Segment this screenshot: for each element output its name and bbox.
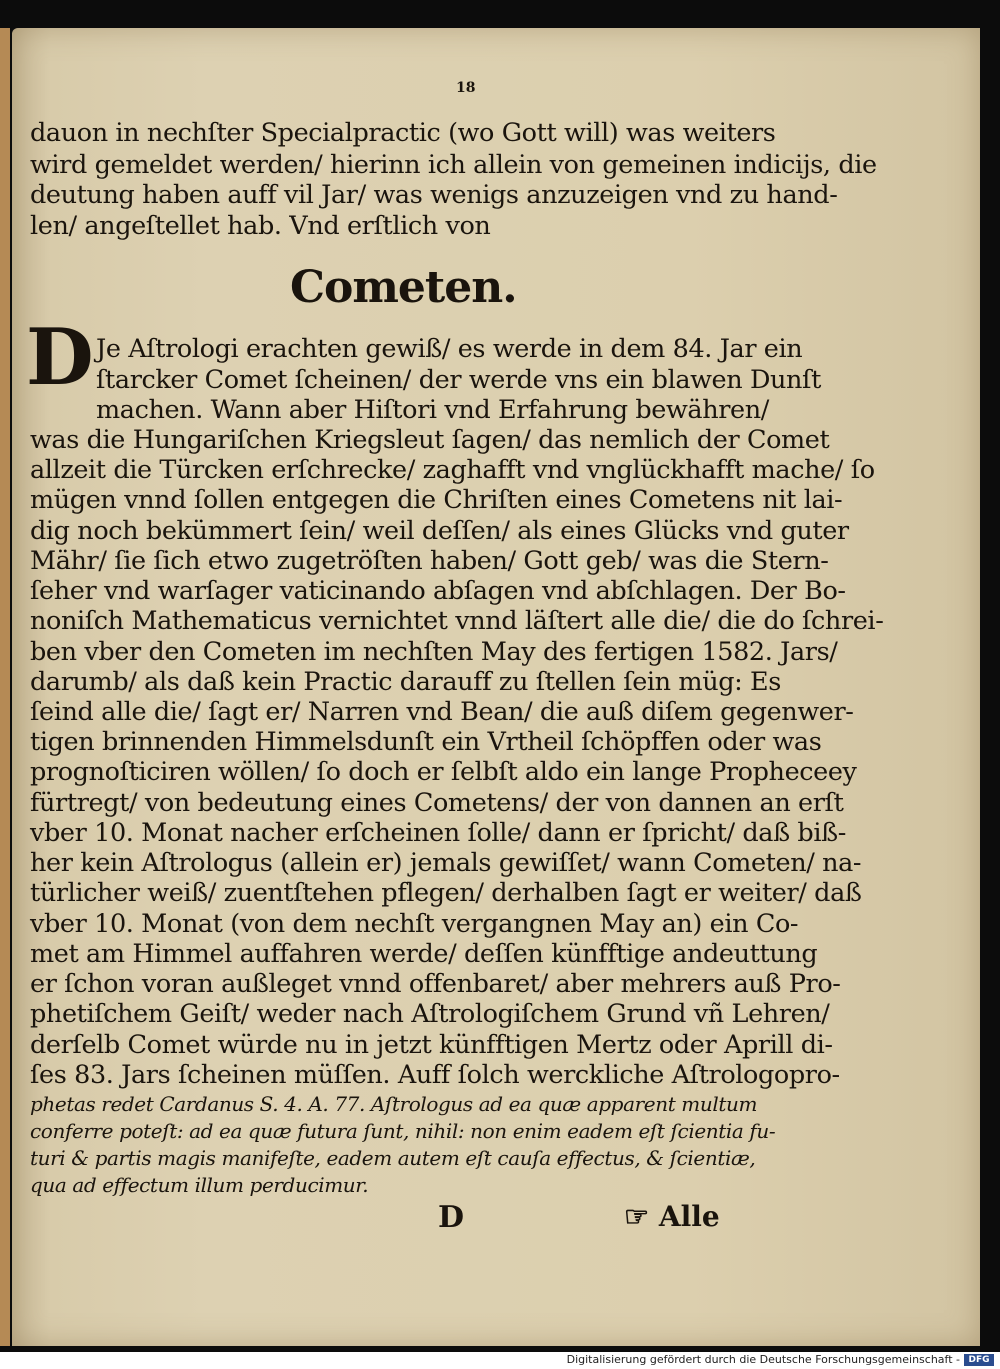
latin-line: phetas redet Cardanus S. 4. A. 77. Aſtrologus ad ea quæ apparent multum <box>30 1092 758 1116</box>
text-line: fürtregt/ von bedeutung eines Cometens/ der von dannen an erſt <box>30 788 844 818</box>
latin-line: turi & partis magis manifeſte, eadem autem eſt cauſa effectus, & ſcientiæ, <box>30 1146 756 1170</box>
text-line: derſelb Comet würde nu in jetzt künfftigen Mertz oder Aprill di- <box>30 1030 833 1060</box>
text-line: phetiſchem Geiſt/ weder nach Aſtrologiſchem Grund vñ Lehren/ <box>30 999 830 1029</box>
text-line: dig noch bekümmert ſein/ weil deſſen/ als eines Glücks vnd guter <box>30 516 849 546</box>
text-line: noniſch Mathematicus vernichtet vnnd läſtert alle die/ die do ſchrei- <box>30 606 884 636</box>
text-line: ſes 83. Jars ſcheinen müſſen. Auff ſolch werckliche Aſtrologopro- <box>30 1060 840 1090</box>
text-line: ſeher vnd warſager vaticinando abſagen vnd abſchlagen. Der Bo- <box>30 576 846 606</box>
text-line: wird gemeldet werden/ hierinn ich allein von gemeinen indicijs, die <box>30 150 877 180</box>
text-line: ſeind alle die/ ſagt er/ Narren vnd Bean/ die auß diſem gegenwer- <box>30 697 854 727</box>
drop-initial: D <box>26 312 94 403</box>
text-line: was die Hungariſchen Kriegsleut ſagen/ das nemlich der Comet <box>30 425 830 455</box>
text-line: allzeit die Türcken erſchrecke/ zaghafft vnd vnglückhafft mache/ ſo <box>30 455 875 485</box>
text-line: Je Aſtrologi erachten gewiß/ es werde in dem 84. Jar ein <box>96 334 803 364</box>
digitization-credit: Digitalisierung gefördert durch die Deutsche Forschungsgemeinschaft - <box>566 1353 960 1366</box>
text-line: len/ angeſtellet hab. Vnd erſtlich von <box>30 211 491 241</box>
dfg-logo[interactable]: DFG <box>964 1354 994 1366</box>
latin-line: conferre poteſt: ad ea quæ futura ſunt, nihil: non enim eadem eſt ſcientia fu- <box>30 1119 776 1143</box>
text-line: er ſchon voran außleget vnnd offenbaret/ aber mehrers auß Pro- <box>30 969 841 999</box>
text-line: met am Himmel auffahren werde/ deſſen künfftige andeuttung <box>30 939 818 969</box>
signature-mark: D <box>438 1200 465 1235</box>
text-line: tigen brinnenden Himmelsdunſt ein Vrtheil ſchöpffen oder was <box>30 727 822 757</box>
page-edge <box>0 28 10 1346</box>
text-line: türlicher weiß/ zuentſtehen pflegen/ derhalben ſagt er weiter/ daß <box>30 878 862 908</box>
text-line: her kein Aſtrologus (allein er) jemals gewiſſet/ wann Cometen/ na- <box>30 848 862 878</box>
text-line: dauon in nechſter Specialpractic (wo Gott will) was weiters <box>30 118 776 148</box>
text-line: darumb/ als daß kein Practic darauff zu ſtellen ſein müg: Es <box>30 667 781 697</box>
latin-line: qua ad effectum illum perducimur. <box>30 1173 369 1197</box>
text-line: ſtarcker Comet ſcheinen/ der werde vns ein blawen Dunſt <box>96 365 821 395</box>
text-line: vber 10. Monat (von dem nechſt vergangnen May an) ein Co- <box>30 909 799 939</box>
section-heading: Cometen. <box>290 262 517 313</box>
text-line: ben vber den Cometen im nechſten May des fertigen 1582. Jars/ <box>30 637 838 667</box>
text-line: deutung haben auff vil Jar/ was wenigs anzuzeigen vnd zu hand- <box>30 180 838 210</box>
text-line: mügen vnnd ſollen entgegen die Chriſten eines Cometens nit lai- <box>30 485 843 515</box>
page-number: 18 <box>456 80 476 96</box>
text-line: Mähr/ ſie ſich etwo zugetröſten haben/ Gott geb/ was die Stern- <box>30 546 829 576</box>
text-line: vber 10. Monat nacher erſcheinen ſolle/ dann er ſpricht/ daß biß- <box>30 818 846 848</box>
text-line: prognoſticiren wöllen/ ſo doch er ſelbſt aldo ein lange Propheceey <box>30 757 857 787</box>
catchword: ☞ Alle <box>624 1200 720 1233</box>
text-line: machen. Wann aber Hiſtori vnd Erfahrung bewähren/ <box>96 395 769 425</box>
